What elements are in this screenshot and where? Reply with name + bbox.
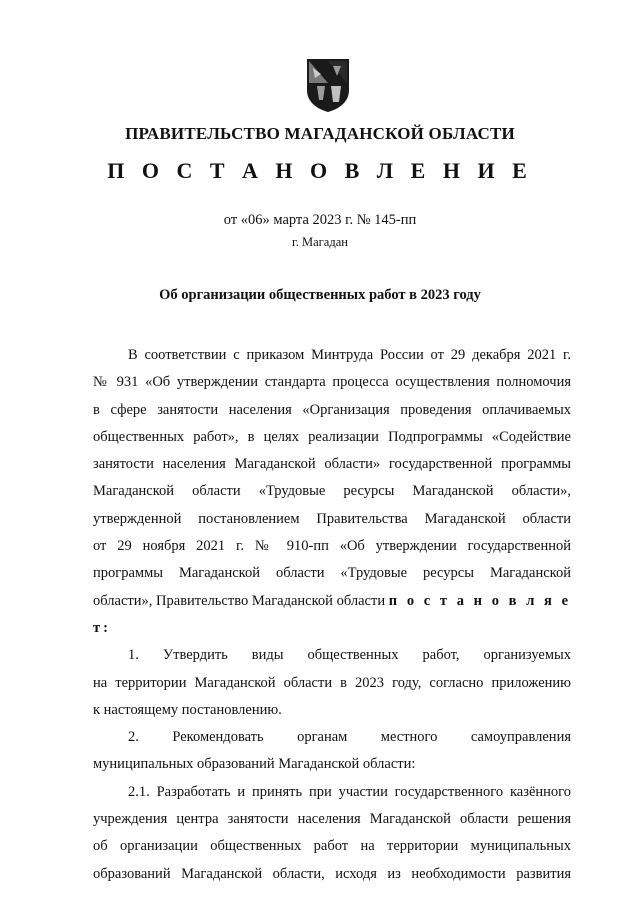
item-1-line: к настоящему постановлению. — [93, 701, 282, 718]
body-line: Магаданской области «Трудовые ресурсы Магаданской области», — [93, 483, 571, 500]
body-line-text: области», Правительство Магаданской области — [93, 592, 386, 609]
body-line: утвержденной постановлением Правительства Магаданской области — [93, 510, 571, 527]
document-place: г. Магадан — [292, 235, 348, 249]
item-2-line: муниципальных образований Магаданской области: — [93, 756, 416, 773]
document-date-number: от «06» марта 2023 г. № 145-пп — [223, 212, 417, 228]
body-line — [93, 588, 571, 643]
coat-of-arms-icon — [303, 56, 353, 114]
body-line: в сфере занятости населения «Организация проведения оплачиваемых — [93, 401, 571, 418]
body-line: программы Магаданской области «Трудовые ресурсы Магаданской — [93, 565, 571, 582]
item-2-line: 2. Рекомендовать органам местного самоуправления — [128, 729, 571, 746]
body-line: В соответствии с приказом Минтруда России от 29 декабря 2021 г. — [128, 347, 571, 363]
body-line: занятости населения Магаданской области» государственной программы — [93, 456, 571, 473]
government-title: ПРАВИТЕЛЬСТВО МАГАДАНСКОЙ ОБЛАСТИ — [125, 124, 515, 143]
body-line: № 931 «Об утверждении стандарта процесса осуществления полномочия — [93, 374, 571, 391]
item-2-1-line: образований Магаданской области, исходя из необходимости развития — [93, 865, 571, 882]
item-2-1-line: об организации общественных работ на территории муниципальных — [93, 838, 571, 855]
body-line: от 29 ноября 2021 г. № 910-пп «Об утверждении государственной — [93, 538, 571, 555]
item-1-line: 1. Утвердить виды общественных работ, организуемых — [128, 647, 571, 664]
body-line: общественных работ», в целях реализации Подпрограммы «Содействие — [93, 428, 571, 445]
document-subject: Об организации общественных работ в 2023 году — [159, 287, 481, 303]
item-2-1-line: 2.1. Разработать и принять при участии государственного казённого — [128, 783, 571, 800]
document-body — [93, 342, 571, 888]
resolves-keyword: п о с т а н о в л я е т: — [93, 592, 572, 636]
item-2-1-line: учреждения центра занятости населения Магаданской области решения — [93, 811, 571, 828]
item-1-line: на территории Магаданской области в 2023 году, согласно приложению — [93, 674, 571, 691]
document-type: П О С Т А Н О В Л Е Н И Е — [107, 158, 533, 183]
